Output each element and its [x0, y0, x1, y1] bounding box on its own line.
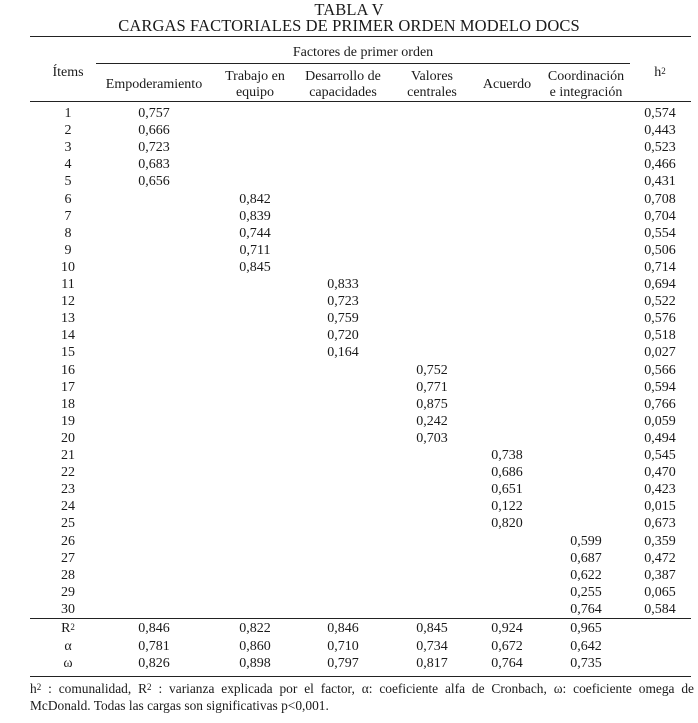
stats-value: 0,860	[239, 638, 271, 654]
table-label: TABLA V	[314, 0, 384, 19]
stats-label-sup: 2	[70, 622, 75, 632]
communality: 0,522	[644, 294, 676, 310]
communality: 0,566	[644, 362, 676, 378]
footnote-h2: h	[30, 681, 37, 696]
item-number: 10	[61, 259, 75, 275]
communality: 0,470	[644, 465, 676, 481]
factor-loading: 0,875	[416, 396, 448, 412]
factor-header-5: Coordinación	[547, 69, 625, 84]
factor-loading: 0,686	[491, 465, 523, 481]
communality: 0,704	[644, 208, 676, 224]
stats-label	[48, 639, 88, 655]
factor-loading: 0,723	[138, 140, 170, 156]
stats-value: 0,672	[491, 638, 523, 654]
data-bottom-rule	[30, 618, 691, 619]
communality: 0,576	[644, 311, 676, 327]
communality: 0,545	[644, 448, 676, 463]
footnote-part2: : varianza explicada por el factor, α: coeficiente alfa de Cronbach, ω: coeficiente omega de McDonald. Todas las cargas son significativas p<0,001.	[30, 681, 694, 713]
item-number: 4	[64, 157, 72, 173]
stats-label	[48, 656, 88, 672]
item-number: 6	[64, 191, 72, 207]
table-bottom-rule	[30, 676, 691, 677]
footnote	[30, 681, 694, 714]
top-rule	[30, 36, 691, 37]
factor-loading: 0,622	[570, 567, 602, 583]
item-number: 25	[61, 516, 75, 532]
item-number: 9	[64, 242, 72, 258]
factor-loading: 0,255	[570, 584, 602, 600]
stats-value: 0,898	[239, 656, 271, 671]
communality: 0,574	[644, 106, 676, 121]
item-number: 22	[61, 465, 75, 481]
factor-loading: 0,752	[416, 362, 448, 378]
factor-header-1-line2: equipo	[235, 85, 275, 100]
factor-loading: 0,839	[239, 208, 271, 224]
factor-loading: 0,164	[327, 345, 359, 361]
stats-value: 0,734	[416, 638, 448, 654]
item-number: 24	[61, 499, 75, 515]
stats-value: 0,735	[570, 656, 602, 671]
stats-value: 0,781	[138, 638, 170, 654]
footnote-part1: : comunalidad, R	[41, 681, 148, 696]
factor-loading: 0,842	[239, 191, 271, 207]
footnote-r2-sup: 2	[147, 682, 152, 692]
factor-loading: 0,656	[138, 174, 170, 190]
stats-value: 0,845	[416, 621, 448, 636]
factor-loading: 0,599	[570, 533, 602, 549]
stats-value: 0,965	[570, 621, 602, 636]
item-number: 15	[61, 345, 75, 361]
factor-header-2-line2: capacidades	[309, 85, 377, 100]
communality: 0,708	[644, 191, 676, 207]
item-number: 14	[61, 328, 75, 344]
stats-value: 0,846	[327, 621, 359, 636]
item-number: 27	[61, 550, 75, 566]
communality: 0,518	[644, 328, 676, 344]
communality: 0,466	[644, 157, 676, 173]
stats-value: 0,710	[327, 638, 359, 654]
factor-loading: 0,757	[138, 106, 170, 121]
factor-loading: 0,744	[239, 225, 271, 241]
factor-loading: 0,242	[416, 413, 448, 429]
item-number: 30	[61, 601, 75, 617]
item-number: 7	[64, 208, 72, 224]
h2-header	[636, 66, 684, 80]
communality: 0,423	[644, 482, 676, 498]
factor-header-0: Empoderamiento	[105, 77, 203, 92]
factor-header-1: Trabajo en	[225, 69, 285, 84]
factor-loading: 0,759	[327, 311, 359, 327]
stats-value: 0,822	[239, 621, 271, 636]
item-number: 8	[64, 225, 72, 241]
factor-loading: 0,720	[327, 328, 359, 344]
communality: 0,523	[644, 140, 676, 156]
item-number: 12	[61, 294, 75, 310]
communality: 0,059	[644, 413, 676, 429]
item-number: 3	[64, 140, 72, 156]
item-number: 11	[61, 277, 75, 292]
factor-loading: 0,738	[491, 448, 523, 463]
factor-header-2: Desarrollo de	[305, 69, 381, 84]
communality: 0,443	[644, 123, 676, 139]
item-number: 21	[61, 448, 75, 463]
communality: 0,584	[644, 601, 676, 617]
factor-loading: 0,683	[138, 157, 170, 173]
item-number: 1	[64, 106, 72, 121]
factor-loading: 0,122	[491, 499, 523, 515]
communality: 0,506	[644, 242, 676, 258]
item-number: 17	[61, 379, 75, 395]
communality: 0,472	[644, 550, 676, 566]
factor-header-5-line2: e integración	[549, 85, 623, 100]
stats-value: 0,846	[138, 621, 170, 636]
factor-loading: 0,666	[138, 123, 170, 139]
footnote-h2-sup: 2	[36, 682, 42, 692]
stats-label-text: R	[61, 621, 71, 636]
stats-value: 0,924	[491, 621, 523, 636]
communality: 0,387	[644, 567, 676, 583]
factor-loading: 0,711	[239, 242, 271, 258]
group-header-rule	[96, 63, 630, 64]
item-number: 18	[61, 396, 75, 412]
communality: 0,065	[644, 584, 676, 600]
item-number: 26	[61, 533, 75, 549]
stats-value: 0,642	[570, 638, 602, 654]
item-number: 28	[61, 567, 75, 583]
communality: 0,027	[644, 345, 676, 361]
item-number: 13	[61, 311, 75, 327]
table-title: CARGAS FACTORIALES DE PRIMER ORDEN MODELO DOCS	[118, 16, 580, 35]
communality: 0,594	[644, 379, 676, 395]
communality: 0,673	[644, 516, 676, 532]
communality: 0,359	[644, 533, 676, 549]
item-number: 23	[61, 482, 75, 498]
factor-header-3: Valores	[411, 69, 453, 84]
communality: 0,431	[644, 174, 676, 190]
factor-loading: 0,764	[570, 601, 602, 617]
stats-label	[48, 621, 88, 637]
item-number: 16	[61, 362, 75, 378]
h2-header-sup: 2	[661, 66, 666, 76]
item-number: 5	[64, 174, 72, 190]
item-number: 20	[61, 430, 75, 446]
item-number: 29	[61, 584, 75, 600]
item-number: 2	[64, 123, 72, 139]
communality: 0,494	[644, 430, 676, 446]
communality: 0,714	[644, 259, 676, 275]
group-header: Factores de primer orden	[292, 45, 434, 60]
header-bottom-rule	[30, 101, 691, 102]
factor-loading: 0,703	[416, 430, 448, 446]
stats-value: 0,797	[327, 656, 359, 671]
factor-loading: 0,723	[327, 294, 359, 310]
factor-loading: 0,687	[570, 550, 602, 566]
factor-loading: 0,820	[491, 516, 523, 532]
communality: 0,694	[644, 277, 676, 292]
h2-header-text: h	[654, 65, 662, 80]
communality: 0,554	[644, 225, 676, 241]
stats-value: 0,826	[138, 656, 170, 671]
communality: 0,766	[644, 396, 676, 412]
item-number: 19	[61, 413, 75, 429]
stats-label-text: ω	[63, 656, 73, 671]
stats-value: 0,764	[491, 656, 523, 671]
stats-value: 0,817	[416, 656, 448, 671]
items-header: Ítems	[52, 65, 84, 80]
factor-loading: 0,771	[416, 379, 448, 395]
factor-loading: 0,651	[491, 482, 523, 498]
stats-label-text: α	[64, 638, 72, 654]
factor-loading: 0,845	[239, 259, 271, 275]
communality: 0,015	[644, 499, 676, 515]
factor-loading: 0,833	[327, 277, 359, 292]
factor-header-4: Acuerdo	[482, 77, 532, 92]
factor-header-3-line2: centrales	[407, 85, 457, 100]
